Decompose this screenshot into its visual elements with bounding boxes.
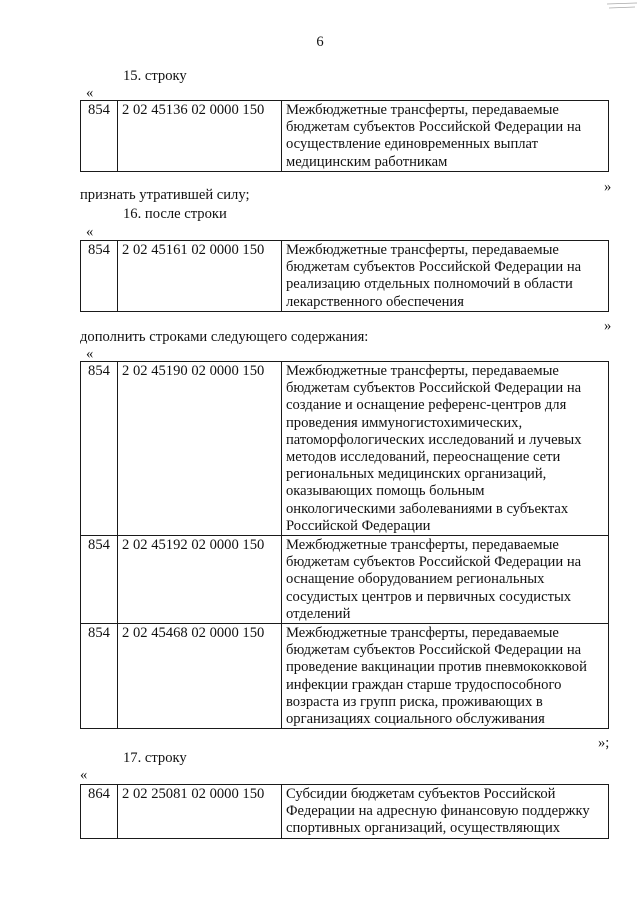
description-line: Межбюджетные трансферты, передаваемые: [286, 242, 559, 258]
table-row: [81, 785, 609, 839]
description-line: сосудистых центров и первичных сосудистых: [286, 588, 572, 605]
table-row: [81, 536, 609, 624]
close-quote-semicolon: »;: [598, 735, 610, 751]
description-line: проведения иммуногистохимических,: [286, 414, 523, 431]
kbk-cell: 2 02 45192 02 0000 150: [118, 536, 282, 624]
description-line: лекарственного обеспечения: [286, 293, 464, 310]
description-line: бюджетам субъектов Российской Федерации на: [286, 119, 582, 136]
description-line: оказывающих помощь больным: [286, 483, 485, 500]
description-line: бюджетам субъектов Российской Федерации на: [286, 259, 582, 276]
kbk-cell: 2 02 45190 02 0000 150: [118, 362, 282, 536]
table-row: [81, 362, 609, 536]
corner-mark: [607, 0, 637, 12]
description-line: проведение вакцинации против пневмококковой: [286, 659, 587, 676]
description-line: бюджетам субъектов Российской Федерации на: [286, 380, 582, 397]
code-cell: 854: [81, 536, 118, 624]
description-line: Межбюджетные трансферты, передаваемые: [286, 102, 559, 118]
table-added-rows: [80, 361, 609, 729]
kbk-cell: 2 02 25081 02 0000 150: [118, 785, 282, 839]
description-line: Межбюджетные трансферты, передаваемые: [286, 363, 559, 379]
page-number: 6: [316, 34, 324, 50]
section-16-heading: 16. после строки: [123, 206, 227, 222]
kbk-cell: 2 02 45468 02 0000 150: [118, 624, 282, 729]
open-quote: «: [80, 767, 88, 783]
description-line: Субсидии бюджетам субъектов Российской: [286, 786, 556, 802]
code-cell: 854: [81, 624, 118, 729]
description-line: отделений: [286, 605, 351, 622]
open-quote: «: [86, 224, 94, 240]
table-section-17: [80, 784, 609, 839]
description-cell: [282, 241, 609, 312]
section-17-heading: 17. строку: [123, 750, 187, 766]
table-section-16: [80, 240, 609, 312]
kbk-cell: 2 02 45136 02 0000 150: [118, 101, 282, 172]
description-line: Межбюджетные трансферты, передаваемые: [286, 625, 559, 642]
description-line: патоморфологических исследований и лучевых: [286, 431, 582, 448]
description-line: реализацию отдельных полномочий в области: [286, 276, 573, 293]
code-cell: 854: [81, 362, 118, 536]
description-line: бюджетам субъектов Российской Федерации на: [286, 554, 582, 571]
open-quote: «: [86, 346, 94, 362]
description-line: Межбюджетные трансферты, передаваемые: [286, 537, 559, 554]
description-line: Федерации на адресную финансовую поддержку: [286, 803, 590, 820]
description-line: бюджетам субъектов Российской Федерации на: [286, 642, 582, 659]
table-row: [81, 101, 609, 172]
section-16-action: дополнить строками следующего содержания:: [80, 329, 369, 345]
code-cell: 854: [81, 241, 118, 312]
description-cell: [282, 536, 609, 624]
code-cell: 854: [81, 101, 118, 172]
description-line: инфекции граждан старше трудоспособного: [286, 676, 562, 693]
description-line: региональных медицинских организаций,: [286, 466, 547, 483]
table-row: [81, 624, 609, 729]
description-cell: [282, 785, 609, 839]
description-line: организациях социального обслуживания: [286, 711, 545, 728]
close-quote: »: [604, 179, 612, 195]
table-section-15: [80, 100, 609, 172]
section-15-action: признать утратившей силу;: [80, 187, 250, 203]
description-line: Российской Федерации: [286, 517, 431, 534]
description-line: медицинским работникам: [286, 153, 448, 170]
description-line: создание и оснащение референс-центров для: [286, 397, 567, 414]
description-line: осуществление единовременных выплат: [286, 136, 539, 153]
description-cell: [282, 101, 609, 172]
description-line: методов исследований, переоснащение сети: [286, 449, 561, 466]
table-row: [81, 241, 609, 312]
open-quote: «: [86, 85, 94, 101]
section-15-heading: 15. строку: [123, 68, 187, 84]
description-line: оснащение оборудованием региональных: [286, 571, 545, 588]
description-cell: [282, 624, 609, 729]
description-line: спортивных организаций, осуществляющих: [286, 820, 561, 837]
description-line: возраста из групп риска, проживающих в: [286, 693, 543, 710]
code-cell: 864: [81, 785, 118, 839]
kbk-cell: 2 02 45161 02 0000 150: [118, 241, 282, 312]
description-cell: [282, 362, 609, 536]
close-quote: »: [604, 318, 612, 334]
description-line: онкологическими заболеваниями в субъектах: [286, 500, 569, 517]
